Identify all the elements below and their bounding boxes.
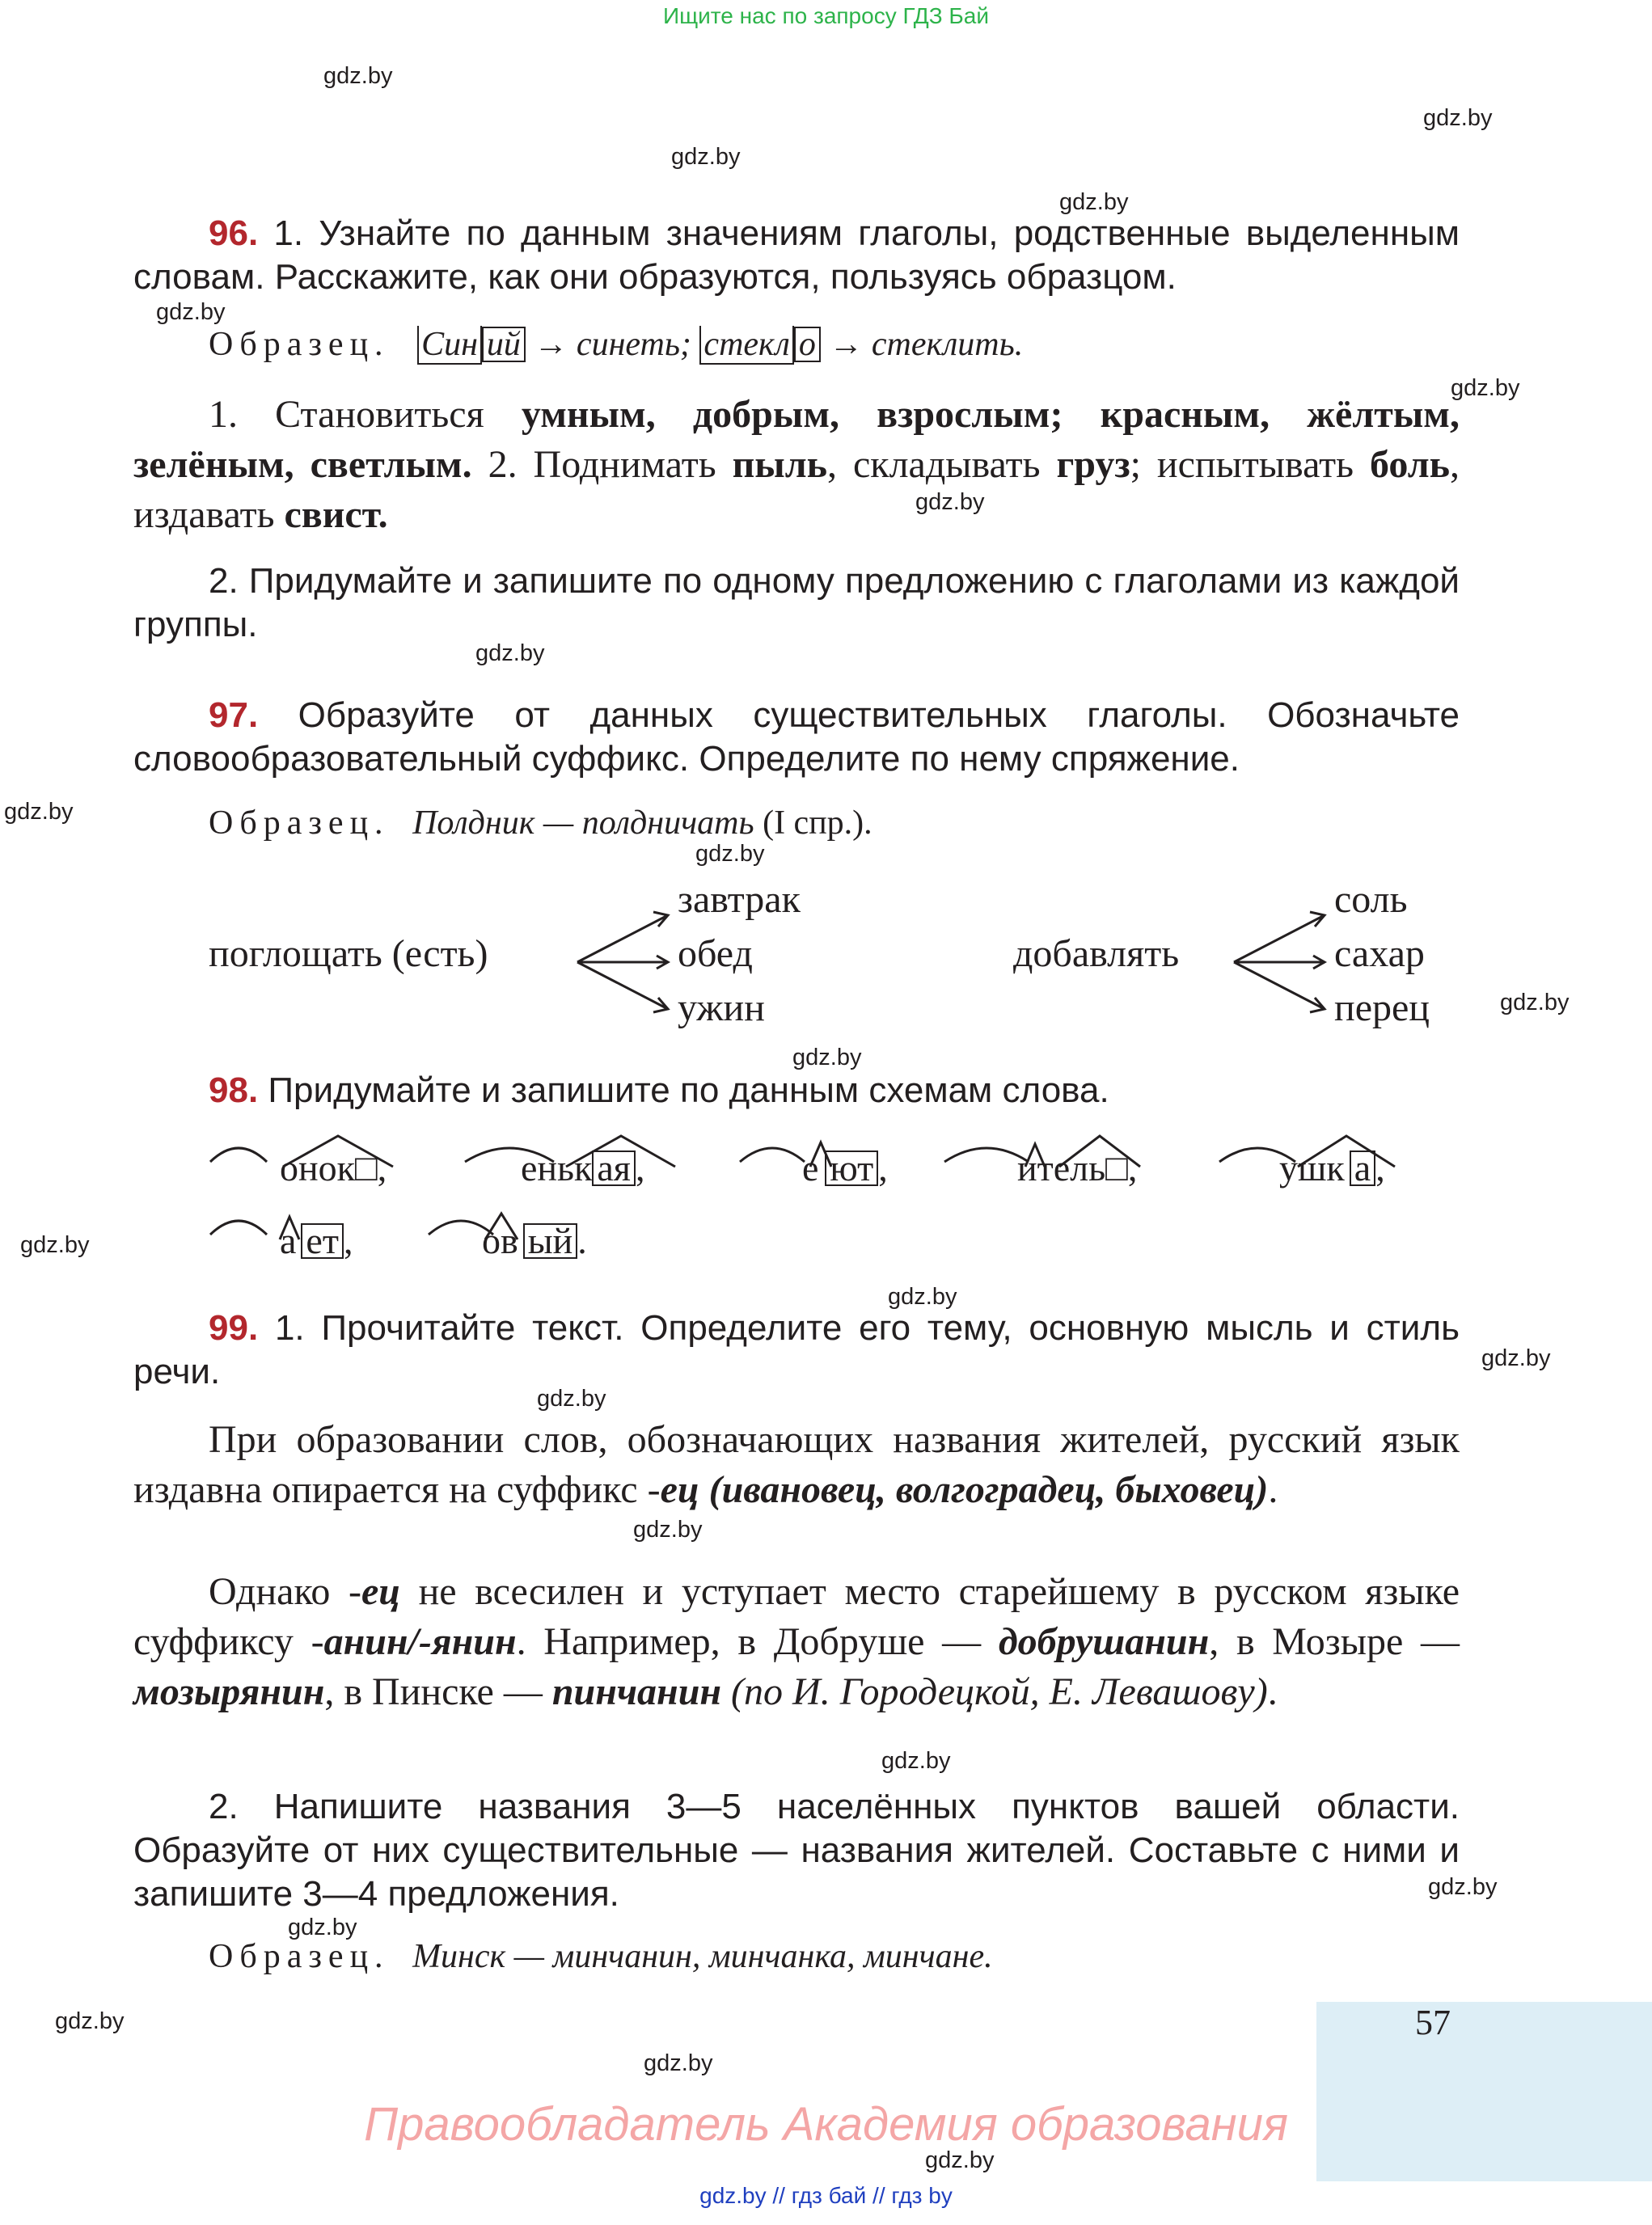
sample-label: Образец.	[209, 1938, 390, 1975]
ex99-sample	[209, 1937, 993, 1976]
text-run: , в Мозыре —	[1209, 1620, 1460, 1663]
text-run: .	[1267, 1670, 1278, 1713]
scheme-suffix: еньк	[521, 1147, 593, 1188]
text-run: При образовании слов, обозначающих названия жителей, русский язык издавна опирается на суффикс -	[133, 1418, 1460, 1511]
text-run: , издавать	[133, 443, 1460, 536]
ex96-task1-text: 1. Узнайте по данным значениям глаголы, родственные выделенным словам. Расскажите, как они образуются, пользуясь образцом.	[133, 213, 1460, 297]
ex99-task1-text: 1. Прочитайте текст. Определите его тему, основную мысль и стиль речи.	[133, 1308, 1460, 1391]
watermark: gdz.by	[475, 640, 545, 666]
text-run: 1. Становиться	[209, 393, 522, 436]
scheme-item	[482, 1219, 587, 1262]
ex96-task2-text: 2. Придумайте и запишите по одному предложению с глаголами из каждой группы.	[133, 561, 1460, 644]
scheme-item	[521, 1146, 644, 1189]
watermark: gdz.by	[633, 1517, 703, 1543]
right-noun: соль	[1334, 878, 1408, 921]
ex97-task	[133, 694, 1460, 781]
scheme-suffix: а	[280, 1220, 297, 1261]
scheme-suffix: итель	[1017, 1147, 1106, 1188]
scheme-sep: ,	[1375, 1147, 1385, 1188]
text-run: . Например, в Добруше —	[516, 1620, 999, 1663]
italic-run: ец	[361, 1570, 400, 1613]
scheme-suffix: ушк	[1279, 1147, 1345, 1188]
scheme-sep: ,	[1127, 1147, 1138, 1188]
scheme-ending: □	[1105, 1147, 1128, 1188]
ex97-task-text: Образуйте от данных существительных глаголы. Обозначьте словообразовательный суффикс. Определите по нему спряжение.	[133, 695, 1460, 779]
ex96-sample	[209, 325, 1023, 364]
sample-text: Полдник — полдничать	[412, 804, 754, 842]
ex97-sample	[209, 804, 872, 842]
ex99-number: 99.	[209, 1308, 259, 1348]
scheme-item	[802, 1146, 888, 1189]
watermark: gdz.by	[323, 63, 393, 89]
watermark: gdz.by	[1500, 990, 1570, 1015]
sample-conjugation: (I спр.).	[763, 804, 872, 842]
copyright-notice: Правообладатель Академия образования	[364, 2098, 1288, 2151]
ex98-task	[133, 1069, 1460, 1112]
watermark: gdz.by	[288, 1915, 357, 1940]
watermark: gdz.by	[792, 1045, 862, 1070]
italic-run: добрушанин	[998, 1620, 1210, 1663]
bold-run: груз	[1056, 443, 1130, 486]
ex97-number: 97.	[209, 695, 259, 735]
watermark: gdz.by	[4, 799, 74, 825]
scheme-suffix: онок	[280, 1147, 355, 1188]
arrows-right-icon	[1229, 906, 1334, 1019]
right-noun: перец	[1334, 986, 1430, 1029]
watermark: gdz.by	[1428, 1874, 1498, 1900]
top-banner[interactable]: Ищите нас по запросу ГДЗ Бай	[662, 3, 990, 28]
sample-text: Минск — минчанин, минчанка, минчане.	[412, 1938, 993, 1975]
scheme-ending: ая	[592, 1150, 636, 1186]
bold-run: свист.	[284, 493, 388, 536]
watermark: gdz.by	[1059, 189, 1129, 215]
right-noun: сахар	[1334, 932, 1425, 975]
scheme-sep: ,	[635, 1147, 645, 1188]
left-verb: поглощать (есть)	[209, 932, 488, 975]
bold-run: пыль	[732, 443, 828, 486]
scheme-suffix: е	[802, 1147, 819, 1188]
left-noun: обед	[678, 932, 753, 975]
ending-box: ий	[482, 327, 526, 362]
scheme-ending: ет	[301, 1223, 344, 1259]
italic-run: мозырянин	[133, 1670, 325, 1713]
watermark: gdz.by	[20, 1232, 90, 1258]
page-number: 57	[1415, 2003, 1451, 2042]
left-noun: ужин	[678, 986, 765, 1029]
ex98-task-text: Придумайте и запишите по данным схемам слова.	[268, 1070, 1109, 1110]
watermark: gdz.by	[1451, 375, 1520, 401]
scheme-item	[280, 1146, 387, 1189]
text-run: .	[1268, 1468, 1278, 1511]
watermark: gdz.by	[671, 144, 741, 170]
scheme-sep: .	[577, 1220, 587, 1261]
scheme-sep: ,	[377, 1147, 387, 1188]
ex99-task2-text: 2. Напишите названия 3—5 населённых пунктов вашей области. Образуйте от них существительные — названия жителей. Составьте с ними и запишите 3—4 предложения.	[133, 1787, 1460, 1914]
scheme-sep: ,	[878, 1147, 888, 1188]
ending-box: о	[794, 327, 821, 362]
page-number-box	[1316, 2002, 1652, 2181]
italic-run: ец (ивановец, волгоградец, быховец)	[660, 1468, 1269, 1511]
right-verb: добавлять	[1013, 932, 1180, 975]
ex98-number: 98.	[209, 1070, 259, 1110]
ex96-number: 96.	[209, 213, 259, 253]
sample-label: Образец.	[209, 804, 390, 842]
sample-derived: → стеклить.	[829, 326, 1024, 363]
watermark: gdz.by	[1423, 105, 1493, 131]
watermark: gdz.by	[881, 1748, 951, 1774]
watermark: gdz.by	[915, 489, 985, 515]
ex96-text	[133, 390, 1460, 540]
text-run: , складывать	[827, 443, 1057, 486]
watermark: gdz.by	[695, 841, 765, 867]
scheme-ending: а	[1350, 1150, 1375, 1186]
scheme-ending: ый	[523, 1223, 578, 1259]
ex99-task2	[133, 1785, 1460, 1916]
bold-run: боль	[1369, 443, 1451, 486]
watermark: gdz.by	[537, 1386, 606, 1412]
footer-links[interactable]: gdz.by // гдз бай // гдз by	[699, 2183, 953, 2208]
italic-run: анин/-янин	[323, 1620, 517, 1663]
sample-label: Образец.	[209, 326, 390, 363]
source-citation: (по И. Городецкой, Е. Левашову)	[731, 1670, 1268, 1713]
watermark: gdz.by	[644, 2050, 713, 2076]
scheme-suffix: ов	[482, 1220, 518, 1261]
scheme-item	[280, 1219, 353, 1262]
watermark: gdz.by	[925, 2147, 995, 2173]
watermark: gdz.by	[156, 299, 226, 325]
ex99-p1	[133, 1415, 1460, 1515]
ex99-task1	[133, 1307, 1460, 1394]
italic-run: пинчанин	[551, 1670, 722, 1713]
scheme-ending: □	[354, 1147, 378, 1188]
ex99-p2	[133, 1567, 1460, 1717]
text-run	[721, 1670, 731, 1713]
text-run: Однако -	[209, 1570, 361, 1613]
text-run: , в Пинске —	[324, 1670, 552, 1713]
watermark: gdz.by	[888, 1284, 957, 1310]
left-noun: завтрак	[678, 878, 801, 921]
text-run: ; испытывать	[1130, 443, 1370, 486]
ex96-task1	[133, 212, 1460, 299]
ex96-task2	[133, 559, 1460, 647]
scheme-sep: ,	[343, 1220, 353, 1261]
sample-derived: → синеть;	[534, 326, 691, 363]
scheme-ending: ют	[825, 1150, 878, 1186]
text-run: 2. Поднимать	[471, 443, 733, 486]
root-box: Син	[417, 326, 482, 365]
root-box: стекл	[699, 326, 793, 365]
bold-run: умным, добрым, взрослым; красным, жёлтым, зелёным, светлым.	[133, 393, 1460, 486]
watermark: gdz.by	[1481, 1345, 1551, 1371]
text-run: не всесилен и уступает место старейшему в русском языке суффиксу -	[133, 1570, 1460, 1663]
scheme-item	[1017, 1146, 1137, 1189]
scheme-item	[1279, 1146, 1385, 1189]
watermark: gdz.by	[55, 2008, 125, 2034]
arrows-left-icon	[572, 906, 678, 1019]
